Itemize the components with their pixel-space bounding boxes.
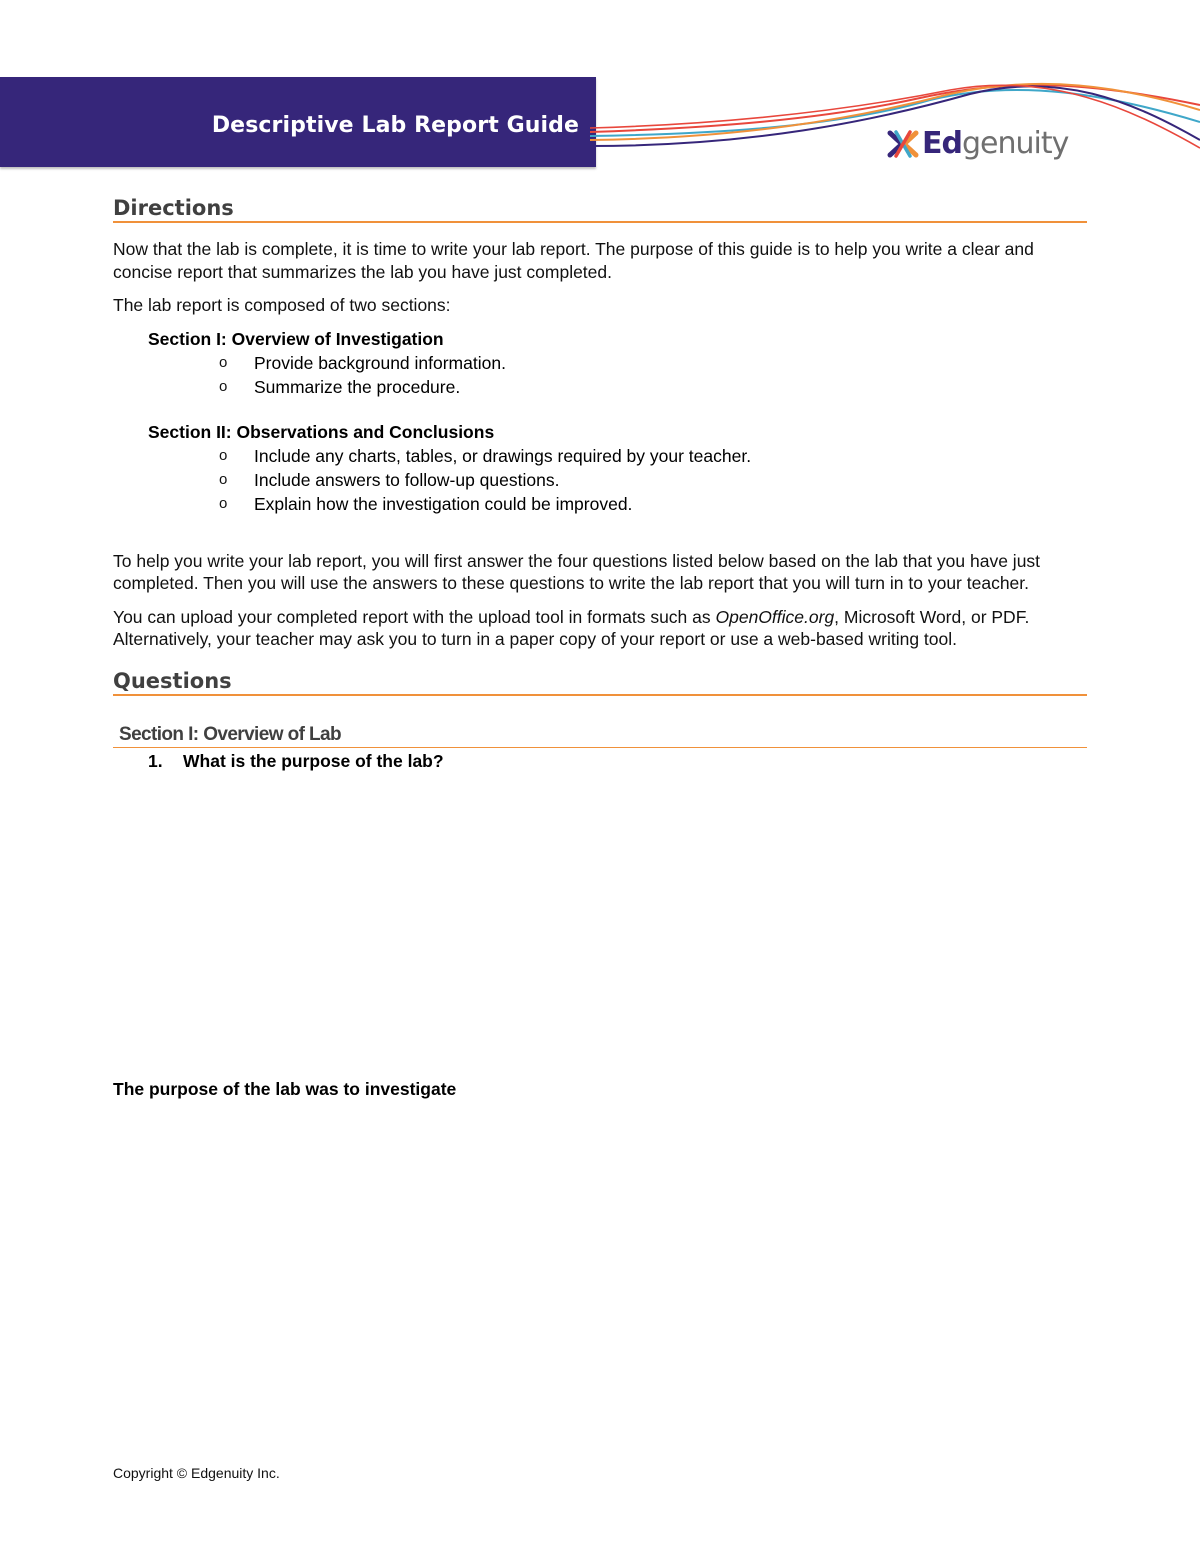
help-paragraph: To help you write your lab report, you will first answer the four questions listed below based on the lab that you have just completed. Then you will use the answers to these questions to write the lab report that you will turn in to your teacher. [113,550,1041,593]
section-overview-subheading: Section I: Overview of Lab [113,724,1087,748]
directions-heading: Directions [113,196,1087,223]
openoffice-link-text: OpenOffice.org [715,606,835,627]
question-number: 1. [148,750,163,771]
edgenuity-logo [886,124,1068,164]
header-banner [0,77,596,167]
list-item: o Summarize the procedure. [219,376,461,397]
questions-heading: Questions [113,669,1087,696]
answer-stub: The purpose of the lab was to investigate [113,1079,457,1099]
list-item: o Include any charts, tables, or drawings required by your teacher. [219,445,752,466]
document-title: Descriptive Lab Report Guide [211,113,579,138]
section-one-list [113,351,1087,399]
section-one-block [113,328,1087,399]
directions-intro: Now that the lab is complete, it is time to write your lab report. The purpose of this guide is to help you write a clear and concise report that summarizes the lab you have just completed. [113,239,1034,282]
logo-wordmark: Edgenuity [922,126,1069,161]
list-item: o Include answers to follow-up questions. [219,469,560,490]
section-one-title: Section I: Overview of Investigation [148,328,444,349]
section-two-title: Section II: Observations and Conclusions [148,421,495,442]
document-body [113,196,1087,773]
bullet-icon: o [219,377,228,395]
list-item: o Explain how the investigation could be improved. [219,493,633,514]
list-item: o Provide background information. [219,352,506,373]
edgenuity-x-icon [886,127,920,161]
bullet-icon: o [219,494,228,512]
bullet-icon: o [219,446,228,464]
question-text: What is the purpose of the lab? [183,750,444,771]
section-two-block [113,421,1087,516]
bullet-icon: o [219,353,228,371]
copyright-footer: Copyright © Edgenuity Inc. [113,1465,280,1481]
question-item [148,749,1087,773]
section-two-list [113,444,1087,516]
upload-paragraph: You can upload your completed report with the upload tool in formats such as OpenOffice.org, Microsoft Word, or PDF. Alternatively, your teacher may ask you to turn in a paper copy of your report or use a web-based writing tool. [113,606,1030,649]
composition-text: The lab report is composed of two sections: [113,295,451,315]
bullet-icon: o [219,470,228,488]
